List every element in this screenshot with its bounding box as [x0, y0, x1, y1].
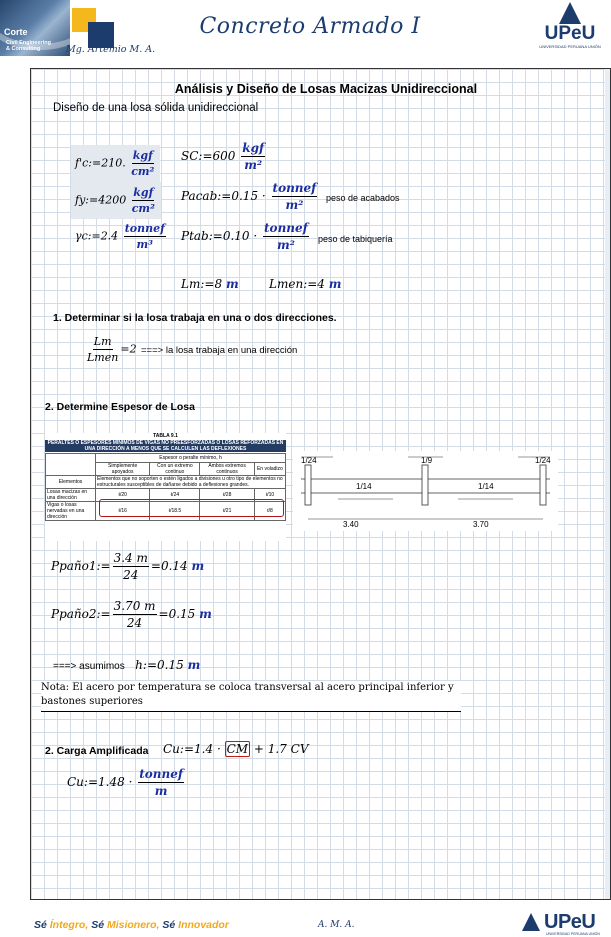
motto: Sé Íntegro, Sé Misionero, Sé Innovador [34, 919, 229, 931]
upeu-a-icon [559, 2, 581, 24]
table-row-desc: Elementos que no soporten o estén ligados a divisiones u otro tipo de elementos no estructurales susceptibles de dañarse debido a deflexiones grandes. [96, 476, 286, 489]
footer-upeu-wordmark: UPeU [544, 911, 596, 933]
beam-coef: 1/14 [356, 482, 372, 491]
table-row-label: Vigas o losas nervadas en una dirección [46, 502, 96, 521]
table-cell: ℓ/21 [200, 502, 254, 521]
beam-coef: 1/14 [478, 482, 494, 491]
table-cell: ℓ/28 [200, 489, 254, 502]
doc-heading: Análisis y Diseño de Losas Macizas Unidireccional [174, 82, 478, 96]
section-1-heading: 1. Determinar si la losa trabaja en una o dos direcciones. [53, 312, 337, 324]
span-length: 3.40 [343, 520, 359, 529]
ratio-expression[interactable]: $\frac{Lm}{\text{Lmen}}$ =2 [87, 335, 137, 364]
ptab-definition[interactable]: Ptab:=0.10 · $\frac{\text{tonnef}}{\text{m²}}$ [181, 221, 308, 252]
worksheet [30, 68, 611, 900]
footer-initials: A. M. A. [318, 920, 355, 930]
upeu-subtitle: UNIVERSIDAD PERUANA UNIÓN [539, 44, 601, 49]
table-row-label: Losas macizas en una dirección [46, 489, 96, 502]
logo-subtitle-2: & Consulting [6, 46, 41, 52]
table-span-header: Espesor o peralte mínimo, h [96, 454, 286, 463]
beam-diagram [293, 451, 558, 531]
cm-highlight: CM [226, 742, 249, 756]
beam-coef: 1/24 [535, 456, 551, 465]
author-name: Mg. Artemio M. A. [66, 44, 156, 55]
ratio-conclusion: ===> la losa trabaja en una dirección [141, 345, 298, 356]
section-3-heading: 2. Carga Amplificada [45, 745, 149, 757]
table-cell: ℓ/20 [96, 489, 150, 502]
course-title: Concreto Armado I [199, 14, 421, 39]
aci-table-9-1 [45, 433, 286, 541]
lm-definition[interactable]: Lm:=8 m [181, 277, 239, 291]
table-row-label: Elementos [46, 476, 96, 489]
upeu-a-icon [522, 913, 540, 931]
footer-upeu-subtitle: UNIVERSIDAD PERUANA UNIÓN [546, 932, 600, 936]
page-header [0, 0, 611, 64]
pacab-definition[interactable]: Pacab:=0.15 · $\frac{\text{tonnef}}{\text{m²}}$ [181, 181, 317, 212]
section-2-heading: 2. Determine Espesor de Losa [45, 401, 195, 413]
pano1-definition[interactable]: Ppaño1:= $\frac{3.4 m}{24}$ =0.14 m [51, 551, 205, 582]
upeu-logo [532, 2, 608, 49]
logo-name: Corte [4, 27, 28, 37]
table-cell: ℓ/10 [254, 489, 285, 502]
cu-formula[interactable]: Cu:=1.4 · CM + 1.7 CV [163, 742, 309, 756]
fy-definition[interactable]: fy:=4200 $\frac{\text{kgf}}{\text{cm²}}$ [71, 182, 161, 219]
table-col-header: Simplemente apoyados [96, 463, 150, 476]
table-cell: ℓ/24 [150, 489, 200, 502]
fc-definition[interactable]: f'c:=210. $\frac{\text{kgf}}{\text{cm²}}$ [71, 145, 160, 182]
table-col-header: Con un extremo continuo [150, 463, 200, 476]
pacab-note: peso de acabados [326, 193, 400, 203]
table-col-header: Ambos extremos continuos [200, 463, 254, 476]
doc-lead: Diseño de una losa sólida unidireccional [53, 102, 259, 114]
table-cell: ℓ/18.5 [150, 502, 200, 521]
page-footer [0, 905, 611, 937]
table-cell: ℓ/8 [254, 502, 285, 521]
corte-logo [0, 0, 70, 56]
table-title: TABLA 9.1 [153, 433, 178, 439]
sc-definition[interactable]: SC:=600 $\frac{\text{kgf}}{\text{m²}}$ [181, 141, 265, 172]
assumption[interactable]: ===> asumimos h:=0.15 m [53, 658, 201, 672]
span-length: 3.70 [473, 520, 489, 529]
highlight-box [99, 499, 284, 517]
beam-coef: 1/9 [421, 456, 433, 465]
footer-upeu-logo [520, 910, 608, 936]
upeu-wordmark: UPeU [544, 23, 596, 44]
table-caption: PERALTES O ESPESORES MÍNIMOS DE VIGAS NO PREESFORZADAS O LOSAS REFORZADAS EN UNA DIRECCIÓN A MENOS QUE SE CALCULEN LAS DEFLEXIONES [45, 440, 286, 452]
lmen-definition[interactable]: Lmen:=4 m [269, 277, 342, 291]
cu-result[interactable]: Cu:=1.48 · $\frac{\text{tonnef}}{m}$ [67, 767, 183, 798]
table-cell: ℓ/16 [96, 502, 150, 521]
gc-definition[interactable]: γc:=2.4 $\frac{\text{tonnef}}{\text{m³}}$ [75, 222, 165, 251]
table-col-header: En voladizo [254, 463, 285, 476]
logo-subtitle-1: Civil Engineering [6, 40, 51, 46]
ptab-note: peso de tabiquería [318, 234, 393, 244]
beam-coef: 1/24 [301, 456, 317, 465]
temperature-note: Nota: El acero por temperatura se coloca transversal al acero principal inferior y bastones superiores [41, 681, 461, 712]
beam-svg [293, 451, 558, 531]
pano2-definition[interactable]: Ppaño2:= $\frac{3.70 m}{24}$ =0.15 m [51, 599, 212, 630]
